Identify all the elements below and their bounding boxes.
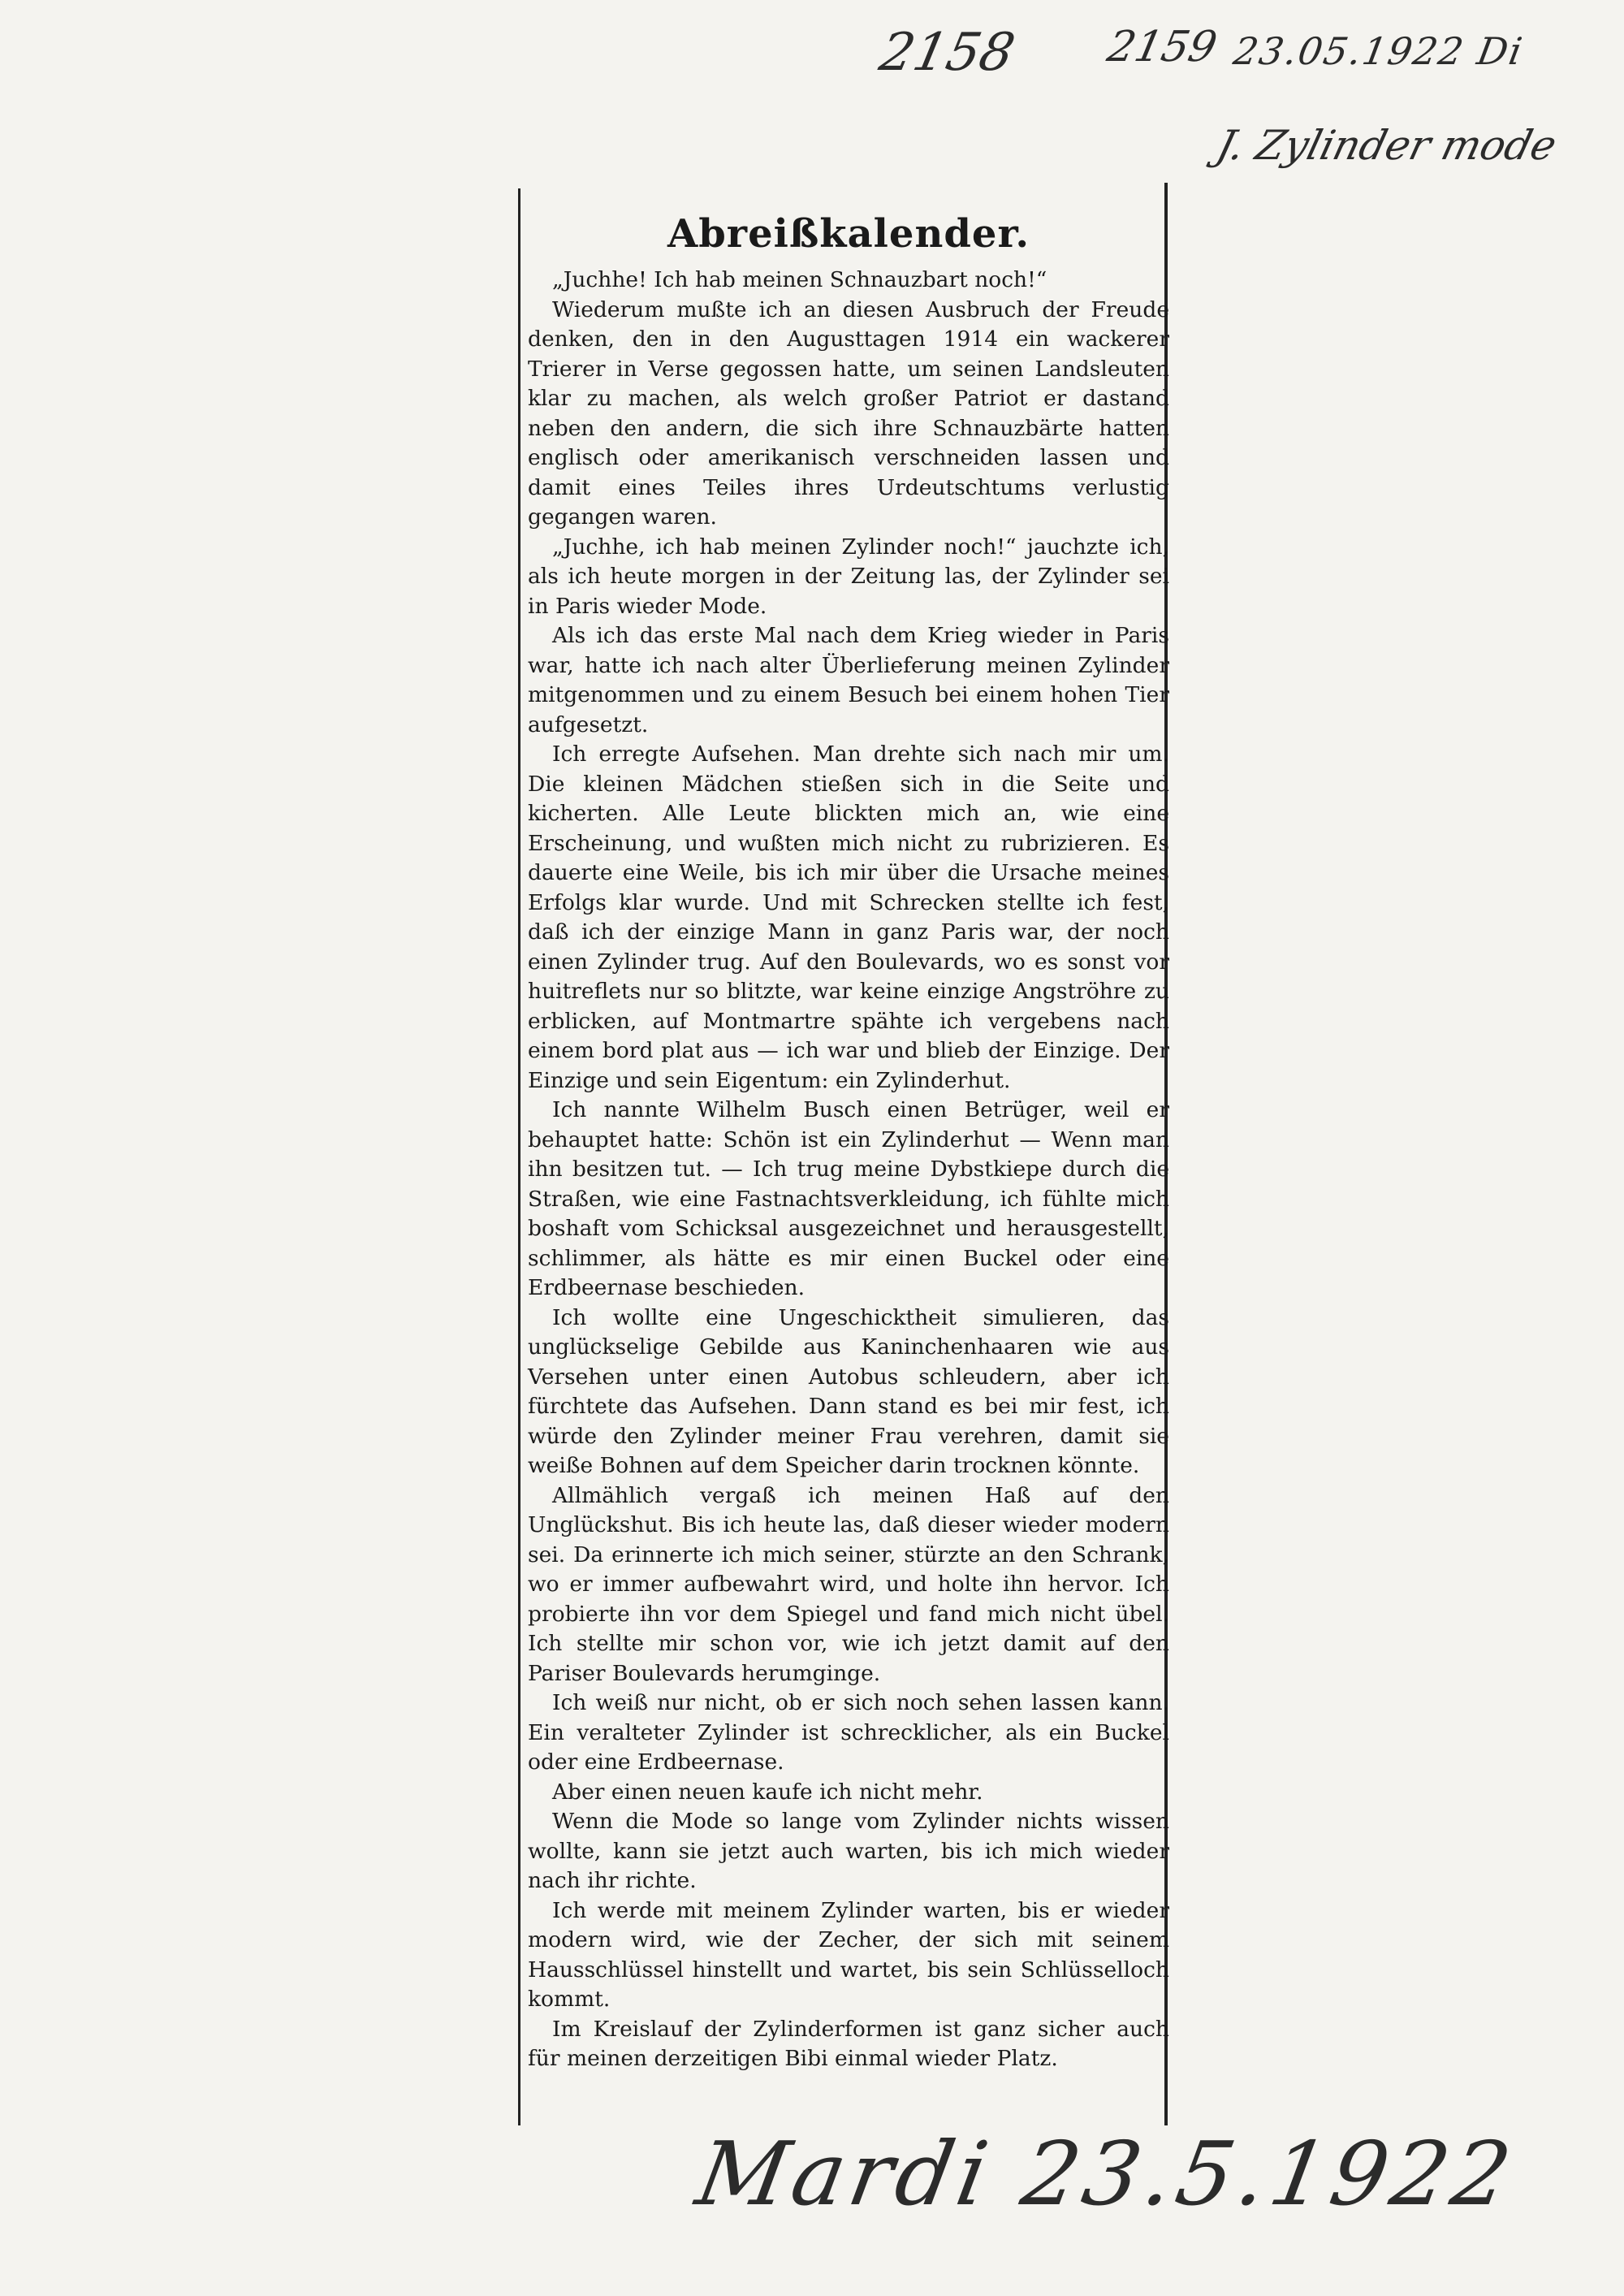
article-paragraph: Im Kreislauf der Zylinderformen ist ganz sicher auch für meinen derzeitigen Bibi einmal wieder Platz. <box>528 2016 1169 2071</box>
handwritten-archive-number-second: 2159 <box>1103 23 1221 71</box>
article-paragraph: Ich nannte Wilhelm Busch einen Betrüger, weil er behauptet hatte: Schön ist ein Zylinderhut — Wenn man ihn besitzen tut. — Ich trug meine Dybstkiepe durch die Straßen, wie eine Fastnachtsverkleidung, ich fühlte mich boshaft vom Schicksal ausgezeichnet und herausgestellt, schlimmer, als hätte es mir einen Buckel oder eine Erdbeernase beschieden. <box>528 1097 1169 1300</box>
column-rule-left <box>518 188 520 2125</box>
article-paragraph: Ich werde mit meinem Zylinder warten, bis er wieder modern wird, wie der Zecher, der sich mit seinem Hausschlüssel hinstellt und wartet, bis sein Schlüsselloch kommt. <box>528 1897 1169 2012</box>
article-paragraph: „Juchhe! Ich hab meinen Schnauzbart noch!“ <box>552 267 1047 292</box>
handwritten-topic-note: J. Zylinder mode <box>1212 122 1561 169</box>
article-paragraph: Ich weiß nur nicht, ob er sich noch sehen lassen kann. Ein veralteter Zylinder ist schrecklicher, als ein Buckel oder eine Erdbeernase. <box>528 1690 1169 1775</box>
handwritten-date-top: 23.05.1922 Di <box>1230 29 1527 73</box>
article-paragraph: Aber einen neuen kaufe ich nicht mehr. <box>552 1779 983 1805</box>
article-paragraph: Als ich das erste Mal nach dem Krieg wieder in Paris war, hatte ich nach alter Überlieferung meinen Zylinder mitgenommen und zu einem Besuch bei einem hohen Tier aufgesetzt. <box>528 623 1169 737</box>
handwritten-date-bottom: Mardi 23.5.1922 <box>689 2124 1523 2225</box>
article-paragraph: Ich erregte Aufsehen. Man drehte sich nach mir um. Die kleinen Mädchen stießen sich in die Seite und kicherten. Alle Leute blickten mich an, wie eine Erscheinung, und wußten mich nicht zu rubrizieren. Es dauerte eine Weile, bis ich mir über die Ursache meines Erfolgs klar wurde. Und mit Schrecken stellte ich fest, daß ich der einzige Mann in ganz Paris war, der noch einen Zylinder trug. Auf den Boulevards, wo es sonst vor huitreflets nur so blitzte, war keine einzige Angströhre zu erblicken, auf Montmartre spähte ich vergebens nach einem bord plat aus — ich war und blieb der Einzige. Der Einzige und sein Eigentum: ein Zylinderhut. <box>528 742 1169 1093</box>
article-paragraph: „Juchhe, ich hab meinen Zylinder noch!“ jauchzte ich, als ich heute morgen in der Zeitung las, der Zylinder sei in Paris wieder Mode. <box>528 534 1169 619</box>
newspaper-clipping <box>528 207 1169 2074</box>
article-title: Abreißkalender. <box>667 211 1030 257</box>
article-paragraph: Allmählich vergaß ich meinen Haß auf den Unglückshut. Bis ich heute las, daß dieser wieder modern sei. Da erinnerte ich mich seiner, stürzte an den Schrank, wo er immer aufbewahrt wird, und holte ihn hervor. Ich probierte ihn vor dem Spiegel und fand mich nicht übel. Ich stellte mir schon vor, wie ich jetzt damit auf den Pariser Boulevards herumginge. <box>528 1482 1169 1686</box>
article-paragraph: Wenn die Mode so lange vom Zylinder nichts wissen wollte, kann sie jetzt auch warten, bis ich mich wieder nach ihr richte. <box>528 1809 1169 1893</box>
handwritten-archive-number: 2158 <box>875 23 1020 83</box>
article-paragraph: Wiederum mußte ich an diesen Ausbruch der Freude denken, den in den Augusttagen 1914 ein wackerer Trierer in Verse gegossen hatte, um seinen Landsleuten klar zu machen, als welch großer Patriot er dastand neben den andern, die sich ihre Schnauzbärte hatten englisch oder amerikanisch verschneiden lassen und damit eines Teiles ihres Urdeutschtums verlustig gegangen waren. <box>528 296 1169 530</box>
article-paragraph: Ich wollte eine Ungeschicktheit simulieren, das unglückselige Gebilde aus Kaninchenhaaren wie aus Versehen unter einen Autobus schleudern, aber ich fürchtete das Aufsehen. Dann stand es bei mir fest, ich würde den Zylinder meiner Frau verehren, damit sie weiße Bohnen auf dem Speicher darin trocknen könnte. <box>528 1304 1169 1478</box>
